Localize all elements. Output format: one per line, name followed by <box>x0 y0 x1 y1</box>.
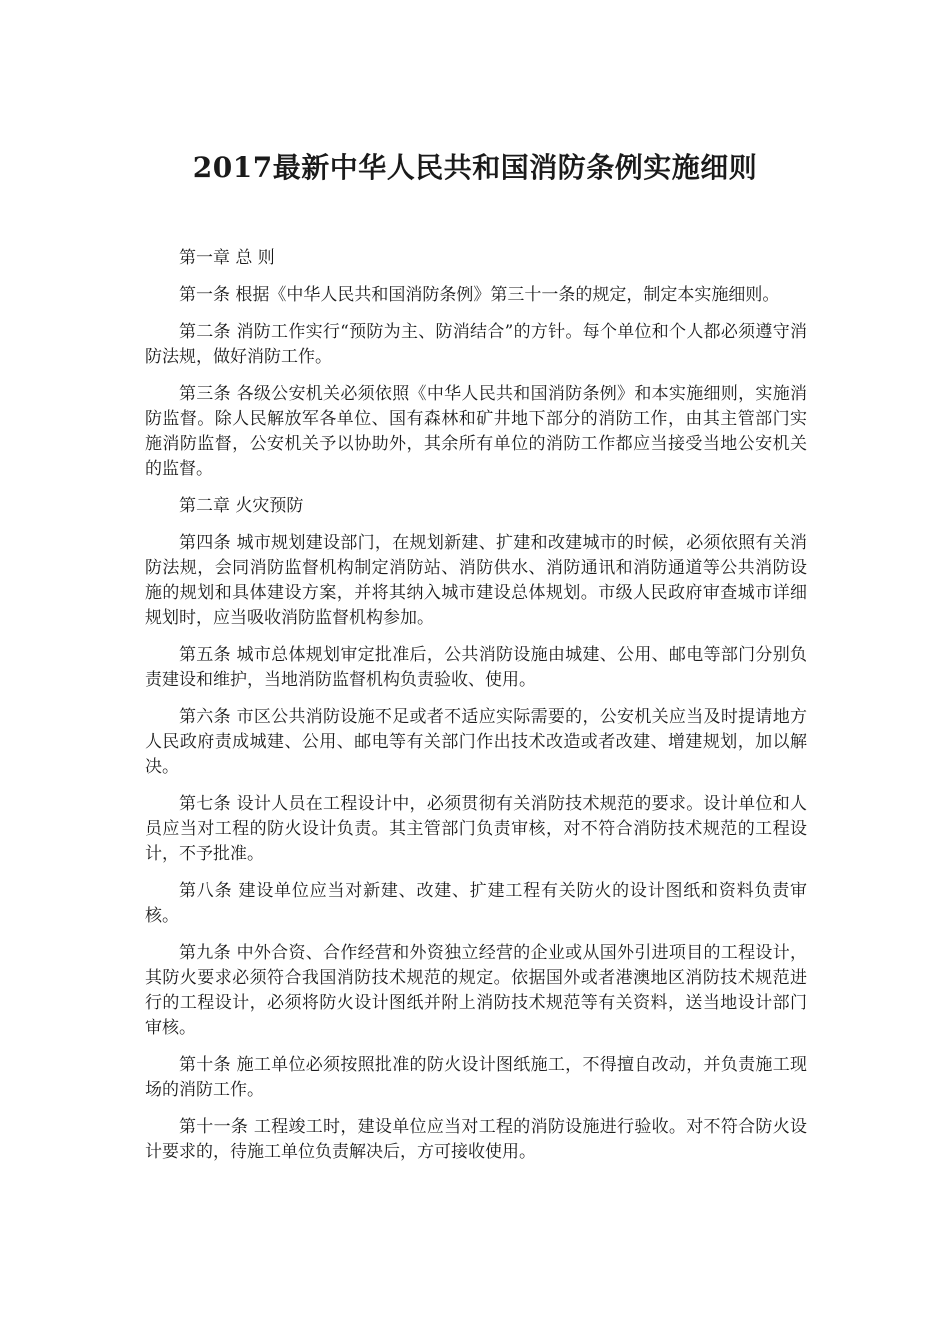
article-paragraph: 第七条 设计人员在工程设计中，必须贯彻有关消防技术规范的要求。设计单位和人员应当对工程的防火设计负责。其主管部门负责审核，对不符合消防技术规范的工程设计，不予批准。 <box>145 794 807 864</box>
article-paragraph: 第四条 城市规划建设部门，在规划新建、扩建和改建城市的时候，必须依照有关消防法规，会同消防监督机构制定消防站、消防供水、消防通讯和消防通道等公共消防设施的规划和具体建设方案，并将其纳入城市建设总体规划。市级人民政府审查城市详细规划时，应当吸收消防监督机构参加。 <box>145 533 807 628</box>
document-title: 2017最新中华人民共和国消防条例实施细则 <box>192 151 758 184</box>
article-paragraph: 第十一条 工程竣工时，建设单位应当对工程的消防设施进行验收。对不符合防火设计要求的，待施工单位负责解决后，方可接收使用。 <box>145 1117 807 1162</box>
chapter-heading: 第二章 火灾预防 <box>179 496 304 516</box>
document-body <box>145 246 807 1177</box>
chapter-heading: 第一章 总 则 <box>179 248 275 268</box>
article-paragraph: 第三条 各级公安机关必须依照《中华人民共和国消防条例》和本实施细则，实施消防监督。除人民解放军各单位、国有森林和矿井地下部分的消防工作，由其主管部门实施消防监督，公安机关予以协助外，其余所有单位的消防工作都应当接受当地公安机关的监督。 <box>145 384 807 479</box>
article-paragraph: 第二条 消防工作实行“预防为主、防消结合”的方针。每个单位和个人都必须遵守消防法规，做好消防工作。 <box>145 322 807 367</box>
article-paragraph: 第九条 中外合资、合作经营和外资独立经营的企业或从国外引进项目的工程设计，其防火要求必须符合我国消防技术规范的规定。依据国外或者港澳地区消防技术规范进行的工程设计，必须将防火设计图纸并附上消防技术规范等有关资料，送当地设计部门审核。 <box>145 943 807 1038</box>
article-paragraph: 第五条 城市总体规划审定批准后，公共消防设施由城建、公用、邮电等部门分别负责建设和维护，当地消防监督机构负责验收、使用。 <box>145 645 807 690</box>
article-paragraph: 第六条 市区公共消防设施不足或者不适应实际需要的，公安机关应当及时提请地方人民政府责成城建、公用、邮电等有关部门作出技术改造或者改建、增建规划，加以解决。 <box>145 707 807 777</box>
article-paragraph: 第十条 施工单位必须按照批准的防火设计图纸施工，不得擅自改动，并负责施工现场的消防工作。 <box>145 1055 807 1100</box>
article-paragraph: 第一条 根据《中华人民共和国消防条例》第三十一条的规定，制定本实施细则。 <box>179 285 780 305</box>
article-paragraph: 第八条 建设单位应当对新建、改建、扩建工程有关防火的设计图纸和资料负责审核。 <box>145 881 807 926</box>
